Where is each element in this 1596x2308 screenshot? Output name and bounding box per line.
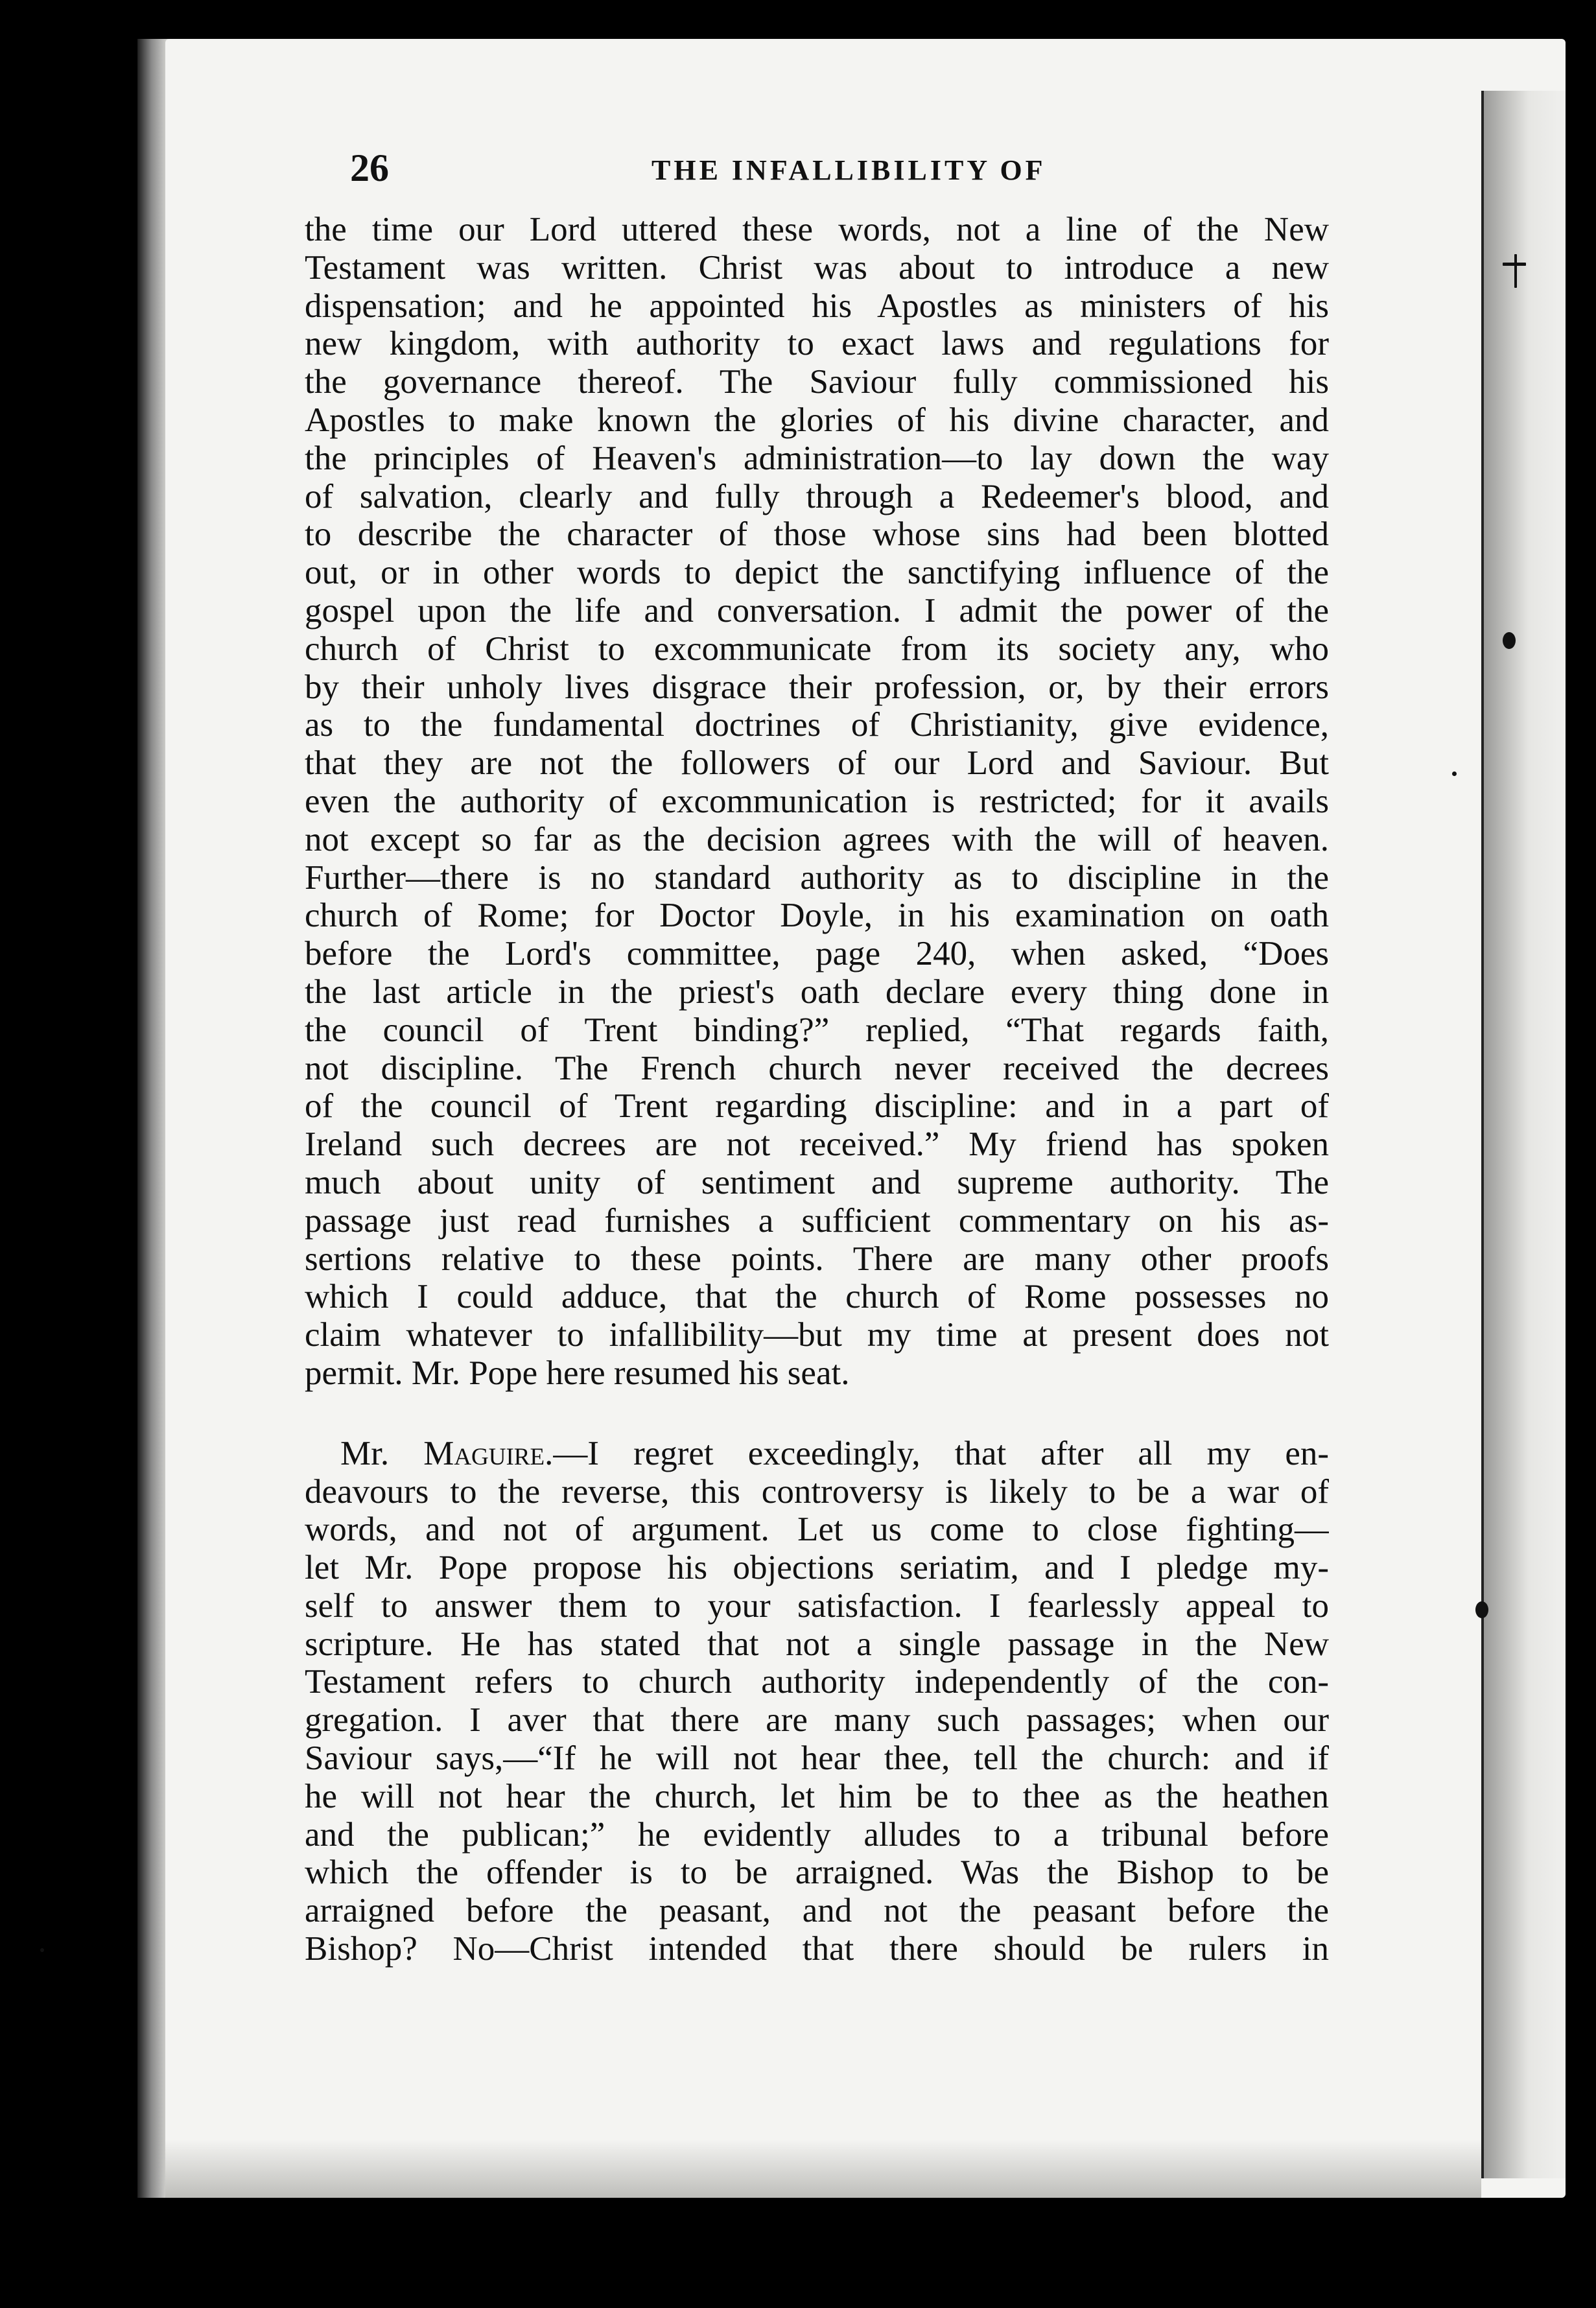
ink-speck bbox=[1452, 771, 1457, 776]
text-line: the time our Lord uttered these words, not a line of the New bbox=[305, 211, 1329, 248]
text-line: gospel upon the life and conversation. I admit the power of the bbox=[305, 591, 1329, 630]
text-line: gregation. I aver that there are many such passages; when our bbox=[305, 1701, 1329, 1739]
text-line: Apostles to make known the glories of his divine character, and bbox=[305, 401, 1329, 439]
first-line-text: .—I regret exceedingly, that after all my en- bbox=[545, 1434, 1329, 1472]
text-line: arraigned before the peasant, and not the peasant before the bbox=[305, 1892, 1329, 1930]
speaker-prefix: Mr. bbox=[340, 1434, 424, 1472]
next-page-edge bbox=[1484, 91, 1566, 2178]
text-line-first bbox=[305, 1435, 1329, 1473]
text-line: claim whatever to infallibility—but my time at present does not bbox=[305, 1316, 1329, 1354]
text-line: much about unity of sentiment and supreme authority. The bbox=[305, 1163, 1329, 1201]
text-line: which I could adduce, that the church of Rome possesses no bbox=[305, 1278, 1329, 1316]
text-line: of salvation, clearly and fully through a Redeemer's blood, and bbox=[305, 477, 1329, 515]
ink-speck bbox=[1503, 632, 1516, 649]
text-line: that they are not the followers of our Lord and Saviour. But bbox=[305, 744, 1329, 783]
running-title: THE INFALLIBILITY OF bbox=[651, 154, 1046, 186]
text-line: scripture. He has stated that not a single passage in the New bbox=[305, 1625, 1329, 1663]
text-line: out, or in other words to depict the sanctifying influence of the bbox=[305, 554, 1329, 592]
book-page bbox=[305, 146, 1329, 1968]
text-line: not discipline. The French church never received the decrees bbox=[305, 1049, 1329, 1087]
page-number: 26 bbox=[350, 147, 389, 189]
text-line: he will not hear the church, let him be to thee as the heathen bbox=[305, 1777, 1329, 1815]
text-line: the council of Trent binding?” replied, “That regards faith, bbox=[305, 1011, 1329, 1049]
text-line: let Mr. Pope propose his objections seriatim, and I pledge my- bbox=[305, 1549, 1329, 1587]
text-line: to describe the character of those whose sins had been blotted bbox=[305, 515, 1329, 554]
ink-speck bbox=[1475, 1601, 1488, 1618]
text-line: of the council of Trent regarding discipline: and in a part of bbox=[305, 1087, 1329, 1125]
ink-speck bbox=[40, 1948, 44, 1952]
text-line: which the offender is to be arraigned. Was the Bishop to be bbox=[305, 1854, 1329, 1892]
text-line: words, and not of argument. Let us come to close fighting— bbox=[305, 1511, 1329, 1549]
text-line: Further—there is no standard authority as to discipline in the bbox=[305, 858, 1329, 897]
text-line: Bishop? No—Christ intended that there should be rulers in bbox=[305, 1930, 1329, 1968]
text-line: deavours to the reverse, this controversy is likely to be a war of bbox=[305, 1472, 1329, 1511]
text-line: as to the fundamental doctrines of Christianity, give evidence, bbox=[305, 706, 1329, 744]
text-line: permit. Mr. Pope here resumed his seat. bbox=[305, 1354, 850, 1392]
text-line: self to answer them to your satisfaction. I fearlessly appeal to bbox=[305, 1586, 1329, 1625]
text-line: the last article in the priest's oath declare every thing done in bbox=[305, 972, 1329, 1011]
text-line: dispensation; and he appointed his Apostles as ministers of his bbox=[305, 287, 1329, 325]
text-line: and the publican;” he evidently alludes to a tribunal before bbox=[305, 1815, 1329, 1854]
paragraph-pope bbox=[305, 211, 1329, 1393]
text-line: sertions relative to these points. There are many other proofs bbox=[305, 1240, 1329, 1278]
text-line: the principles of Heaven's administration—to lay down the way bbox=[305, 439, 1329, 477]
bottom-shadow bbox=[165, 2139, 1481, 2198]
text-line: church of Rome; for Doctor Doyle, in his examination on oath bbox=[305, 897, 1329, 935]
text-line: by their unholy lives disgrace their profession, or, by their errors bbox=[305, 668, 1329, 706]
text-line: not except so far as the decision agrees with the will of heaven. bbox=[305, 820, 1329, 858]
ink-speck bbox=[1514, 254, 1517, 288]
paragraph-break bbox=[305, 1393, 1329, 1435]
text-line: before the Lord's committee, page 240, when asked, “Does bbox=[305, 935, 1329, 973]
text-line: Saviour says,—“If he will not hear thee, tell the church: and if bbox=[305, 1739, 1329, 1778]
text-line: new kingdom, with authority to exact laws and regulations for bbox=[305, 325, 1329, 363]
text-line: Testament was written. Christ was about to introduce a new bbox=[305, 248, 1329, 287]
text-line: the governance thereof. The Saviour fully commissioned his bbox=[305, 363, 1329, 401]
text-line: Testament refers to church authority independently of the con- bbox=[305, 1663, 1329, 1701]
paragraph-maguire bbox=[305, 1435, 1329, 1968]
text-line: passage just read furnishes a sufficient commentary on his as- bbox=[305, 1201, 1329, 1240]
text-line: church of Christ to excommunicate from its society any, who bbox=[305, 630, 1329, 668]
ink-speck bbox=[1503, 263, 1526, 266]
text-line: even the authority of excommunication is restricted; for it avails bbox=[305, 782, 1329, 820]
running-head bbox=[305, 146, 1329, 211]
speaker-name: Maguire bbox=[423, 1434, 545, 1472]
text-line: Ireland such decrees are not received.” My friend has spoken bbox=[305, 1125, 1329, 1164]
binding-edge bbox=[137, 39, 169, 2198]
